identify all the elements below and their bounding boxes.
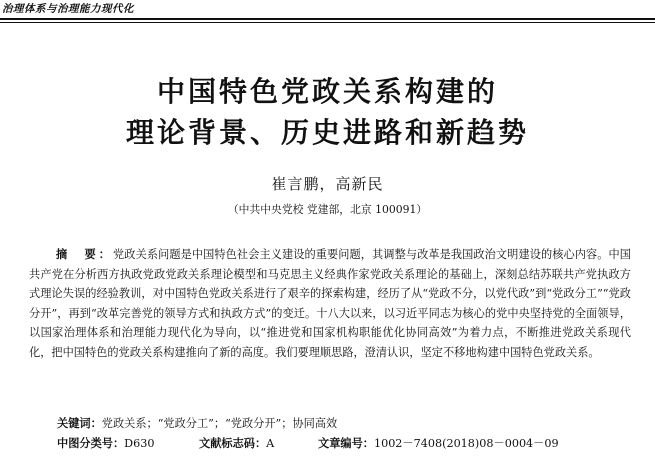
abstract-text: 党政关系问题是中国特色社会主义建设的重要问题，其调整与改革是我国政治文明建设的核心内容。中国共产党在分析西方执政党政党政关系理论模型和马克思主义经典作家党政关系理论的基础上，深刻总结苏联共产党执政方式理论失误的经验教训，对中国特色党政关系进行了艰辛的探索构建，经历了从“党政不分，以党代政”到“党政分工”“党政分开”，再到“改革完善党的领导方式和执政方式”的变迁。十八大以来，以习近平同志为核心的党中央坚持党的全面领导，以国家治理体系和治理能力现代化为导向，以“推进党和国家机构职能优化协同高效”为着力点，不断推进党政关系现代化，把中国特色的党政关系构建推向了新的高度。我们要理顺思路，澄清认识，坚定不移地构建中国特色党政关系。 xyxy=(29,248,631,359)
paper-title-line-2: 理论背景、历史进路和新趋势 xyxy=(125,116,529,149)
authors: 崔言鹏，高新民 xyxy=(271,175,384,193)
header-rule xyxy=(0,18,655,20)
article-number-label: 文章编号： xyxy=(318,437,374,450)
abstract xyxy=(29,245,631,363)
document-code-label: 文献标志码： xyxy=(199,437,267,450)
affiliation: （中共中央党校 党建部，北京 100091） xyxy=(227,203,428,216)
article-number xyxy=(318,435,559,453)
document-code-value: A xyxy=(266,437,275,450)
classification-line xyxy=(57,435,647,453)
article-number-value: 1002－7408(2018)08－0004－09 xyxy=(373,437,559,450)
keywords-text: 党政关系；“党政分工”；“党政分开”；协同高效 xyxy=(101,417,338,430)
keywords-label: 关键词： xyxy=(57,417,102,430)
keywords xyxy=(57,415,637,433)
header-rule-thin xyxy=(0,22,655,23)
document-code xyxy=(199,435,318,453)
running-header: 治理体系与治理能力现代化 xyxy=(2,3,134,15)
paper-title-line-1: 中国特色党政关系构建的 xyxy=(156,75,498,108)
clc-value: D630 xyxy=(124,437,155,450)
clc-number xyxy=(57,435,199,453)
abstract-label: 摘 要： xyxy=(56,248,114,261)
clc-label: 中图分类号： xyxy=(57,437,125,450)
